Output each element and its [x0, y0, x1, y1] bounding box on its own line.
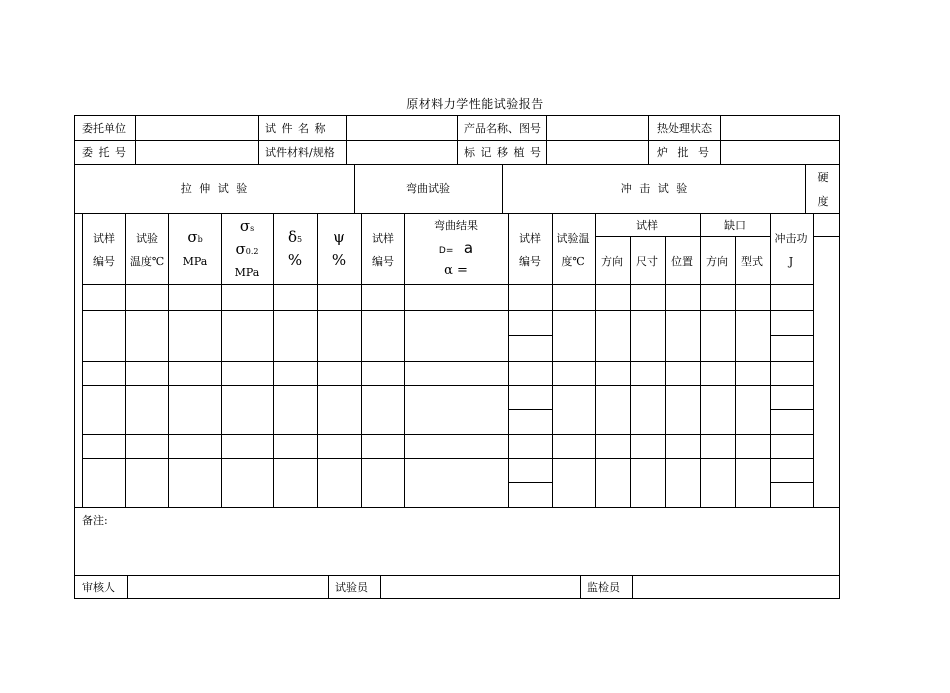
grid-line	[125, 213, 126, 507]
remarks-bottom-line	[75, 575, 839, 576]
impact-subheader-line	[595, 236, 771, 237]
tensile-number-label: 编号	[93, 255, 115, 268]
tensile-specimen-label: 试样	[93, 232, 115, 245]
grid-line	[580, 575, 581, 598]
grid-line	[168, 213, 169, 507]
grid-line	[632, 575, 633, 598]
table-row-line	[82, 310, 813, 311]
grid-line	[813, 213, 814, 507]
grid-line	[258, 116, 259, 164]
grid-line	[770, 213, 771, 507]
table-row-line	[82, 385, 813, 386]
grid-line	[361, 213, 362, 507]
grid-line	[805, 164, 806, 213]
impact-number-label: 编号	[519, 255, 541, 268]
impact-temp-label-1: 试验温	[556, 232, 590, 245]
grid-line	[135, 116, 136, 164]
table-row-line	[82, 458, 813, 459]
product-name-label: 产品名称、图号	[464, 122, 541, 135]
table-bottom-line	[75, 507, 839, 508]
impact-split-line	[508, 409, 552, 410]
table-row-line	[82, 434, 813, 435]
impact-specimen-label: 试样	[519, 232, 541, 245]
hardness-heading-2: 度	[817, 195, 829, 208]
sample-direction-label: 方向	[601, 255, 623, 268]
grid-line	[595, 213, 596, 507]
grid-line	[720, 116, 721, 164]
header-bottom-line	[75, 164, 839, 165]
delta-symbol: δ5	[287, 228, 303, 246]
grid-line	[457, 116, 458, 164]
impact-sample-group-label: 试样	[636, 219, 658, 232]
hardness-subheader-line	[813, 236, 839, 237]
impact-energy-label: 冲击功	[774, 232, 808, 245]
grid-line	[648, 116, 649, 164]
sigma-s-symbol: σs	[239, 217, 255, 235]
bending-diameter: D= a	[438, 239, 474, 257]
reviewer-label: 审核人	[82, 581, 115, 594]
grid-line	[665, 236, 666, 507]
notch-group-label: 缺口	[724, 219, 746, 232]
entrust-no-label: 委 托 号	[82, 146, 127, 159]
impact-split-line	[770, 482, 813, 483]
impact-split-line	[508, 482, 552, 483]
notch-direction-label: 方向	[706, 255, 728, 268]
grid-line	[82, 213, 83, 507]
impact-split-line	[770, 409, 813, 410]
sample-position-label: 位置	[671, 255, 693, 268]
grid-line	[630, 236, 631, 507]
grid-line	[273, 213, 274, 507]
notch-type-label: 型式	[741, 255, 763, 268]
impact-temp-label-2: 度℃	[561, 255, 585, 268]
grid-line	[502, 164, 503, 213]
grid-line	[508, 213, 509, 507]
tester-label: 试验员	[335, 581, 368, 594]
furnace-batch-label: 炉 批 号	[657, 146, 712, 159]
remarks-label: 备注:	[82, 514, 108, 527]
entrust-unit-label: 委托单位	[82, 122, 126, 135]
bending-test-heading: 弯曲试验	[406, 182, 450, 195]
impact-energy-unit: J	[788, 255, 794, 268]
sigma-b-symbol: σb	[187, 228, 203, 246]
impact-test-heading: 冲 击 试 验	[620, 182, 690, 195]
bending-result-label: 弯曲结果	[434, 219, 478, 232]
sigma-02-symbol: σ0.2	[235, 240, 259, 258]
grid-line	[346, 116, 347, 164]
grid-line	[380, 575, 381, 598]
grid-line	[546, 116, 547, 164]
tensile-temp-label-2: 温度℃	[129, 255, 165, 268]
grid-line	[221, 213, 222, 507]
grid-line	[404, 213, 405, 507]
report-form	[74, 115, 840, 599]
page-title: 原材料力学性能试验报告	[406, 97, 544, 111]
section-divider	[75, 213, 839, 214]
grid-line	[700, 213, 701, 507]
grid-line	[354, 164, 355, 213]
grid-line	[328, 575, 329, 598]
delta-unit: %	[287, 251, 303, 269]
sample-size-label: 尺寸	[636, 255, 658, 268]
grid-line	[317, 213, 318, 507]
hardness-heading-1: 硬	[817, 171, 829, 184]
impact-split-line	[508, 335, 552, 336]
bending-angle: α =	[444, 263, 468, 278]
specimen-name-label: 试 件 名 称	[265, 122, 327, 135]
mark-transfer-label: 标 记 移 植 号	[464, 146, 542, 159]
bending-number-label: 编号	[372, 255, 394, 268]
inspector-label: 监检员	[587, 581, 620, 594]
psi-symbol: ψ	[333, 228, 345, 246]
sigma-s-unit: MPa	[234, 266, 260, 279]
grid-line	[127, 575, 128, 598]
column-header-bottom	[82, 284, 813, 285]
bending-specimen-label: 试样	[372, 232, 394, 245]
impact-split-line	[770, 335, 813, 336]
grid-line	[552, 213, 553, 507]
sigma-b-unit: MPa	[182, 255, 208, 268]
tensile-temp-label-1: 试验	[136, 232, 158, 245]
tensile-test-heading: 拉 伸 试 验	[180, 182, 250, 195]
table-row-line	[82, 361, 813, 362]
grid-line	[735, 236, 736, 507]
psi-unit: %	[331, 251, 347, 269]
specimen-material-label: 试件材料/规格	[265, 146, 335, 159]
heat-treatment-label: 热处理状态	[657, 122, 712, 135]
